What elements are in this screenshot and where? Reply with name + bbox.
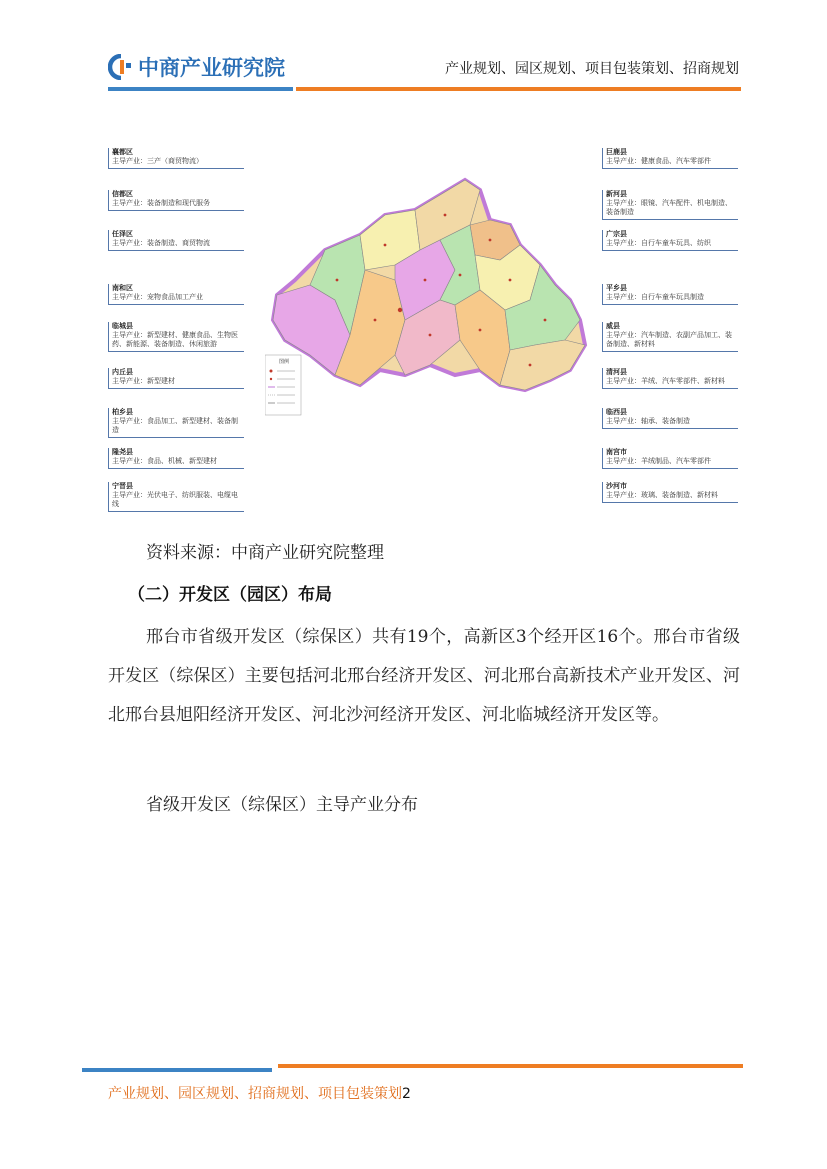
callout-name: 任泽区 (112, 230, 133, 238)
callout-name: 南和区 (112, 284, 133, 292)
callout-desc: 主导产业：羊绒、汽车零部件、新材料 (606, 377, 725, 385)
callout-desc: 主导产业：食品、机械、新型建材 (112, 457, 217, 465)
callout-name: 广宗县 (606, 230, 627, 238)
callout-name: 襄都区 (112, 148, 133, 156)
footer-rule-orange (278, 1064, 743, 1068)
logo-icon (108, 54, 134, 80)
callout-name: 新河县 (606, 190, 627, 198)
callout-name: 巨鹿县 (606, 148, 627, 156)
city-marker (509, 279, 512, 282)
map-callout (108, 284, 244, 305)
city-marker (489, 239, 492, 242)
map-legend (265, 355, 301, 415)
logo-text: 中商产业研究院 (138, 56, 285, 80)
map-callout (602, 230, 738, 251)
map-callout (602, 448, 738, 469)
city-marker (479, 329, 482, 332)
map-callout (108, 482, 244, 512)
city-marker (384, 244, 387, 247)
map-callout (108, 148, 244, 169)
city-marker (398, 308, 402, 312)
city-marker (336, 279, 339, 282)
callout-desc: 主导产业：健康食品、汽车零部件 (606, 157, 711, 165)
brand-logo (108, 52, 285, 82)
map-callout (108, 368, 244, 389)
callout-desc: 主导产业：自行车童车玩具制造 (606, 293, 704, 301)
map-callout (108, 322, 244, 352)
page-number: 2 (402, 1086, 411, 1102)
callout-name: 信都区 (112, 190, 133, 198)
city-marker (374, 319, 377, 322)
callout-desc: 主导产业：眼镜、汽车配件、机电制造、装备制造 (606, 199, 732, 216)
callout-desc: 主导产业：宠物食品加工产业 (112, 293, 203, 301)
callout-name: 沙河市 (606, 482, 627, 490)
figure-source: 资料来源：中商产业研究院整理 (146, 543, 384, 563)
city-marker (529, 364, 532, 367)
header-rule-blue (108, 87, 293, 91)
city-marker (544, 319, 547, 322)
city-marker (444, 214, 447, 217)
header-rule-orange (296, 87, 741, 91)
xingtai-map (265, 170, 601, 420)
footer-tagline: 产业规划、园区规划、招商规划、项目包装策划 (108, 1086, 402, 1102)
callout-desc: 主导产业：汽车制造、农副产品加工、装备制造、新材料 (606, 331, 732, 348)
footer (108, 1083, 411, 1103)
callout-desc: 主导产业：新型建材 (112, 377, 175, 385)
map-callout (602, 148, 738, 169)
map-callout (602, 322, 738, 352)
callout-desc: 主导产业：光伏电子、纺织服装、电缆电线 (112, 491, 238, 508)
callout-name: 内丘县 (112, 368, 133, 376)
map-callout (602, 482, 738, 503)
city-marker (424, 279, 427, 282)
map-callout (108, 230, 244, 251)
section-heading: （二）开发区（园区）布局 (128, 585, 332, 605)
map-callout (602, 368, 738, 389)
callout-desc: 主导产业：新型建材、健康食品、生物医药、新能源、装备制造、休闲旅游 (112, 331, 238, 348)
callout-desc: 主导产业：食品加工、新型建材、装备制造 (112, 417, 238, 434)
callout-desc: 主导产业：羊绒制品、汽车零部件 (606, 457, 711, 465)
callout-desc: 主导产业：玻璃、装备制造、新材料 (606, 491, 718, 499)
paragraph-development-zones: 邢台市省级开发区（综保区）共有19个，高新区3个经开区16个。邢台市省级开发区（综保区）主要包括河北邢台经济开发区、河北邢台高新技术产业开发区、河北邢台县旭阳经济开发区、河北沙河经济开发区、河北临城经济开发区等。 (108, 627, 740, 725)
callout-name: 宁晋县 (112, 482, 133, 490)
callout-desc: 主导产业：轴承、装备制造 (606, 417, 690, 425)
callout-name: 隆尧县 (112, 448, 133, 456)
callout-name: 平乡县 (606, 284, 627, 292)
callout-name: 柏乡县 (112, 408, 133, 416)
callout-desc: 主导产业：装备制造、商贸物流 (112, 239, 210, 247)
map-callout (602, 408, 738, 429)
legend-title: 图例 (279, 359, 290, 365)
map-callout (602, 284, 738, 305)
header-tagline: 产业规划、园区规划、项目包装策划、招商规划 (445, 61, 739, 77)
map-callout (108, 408, 244, 438)
map-callout (602, 190, 738, 220)
callout-desc: 主导产业：三产（商贸物流） (112, 157, 203, 165)
callout-desc: 主导产业：装备制造和现代服务 (112, 199, 210, 207)
city-marker (429, 334, 432, 337)
callout-name: 威县 (606, 322, 620, 330)
callout-name: 南宫市 (606, 448, 627, 456)
footer-rule-blue (82, 1068, 272, 1072)
callout-name: 清河县 (606, 368, 627, 376)
map-callout (108, 190, 244, 211)
paragraph-industry-distribution: 省级开发区（综保区）主导产业分布 (146, 795, 418, 815)
callout-name: 临西县 (606, 408, 627, 416)
callout-name: 临城县 (112, 322, 133, 330)
map-callout (108, 448, 244, 469)
city-marker (459, 274, 462, 277)
industry-map-figure (108, 142, 740, 516)
callout-desc: 主导产业：自行车童车玩具、纺织 (606, 239, 711, 247)
